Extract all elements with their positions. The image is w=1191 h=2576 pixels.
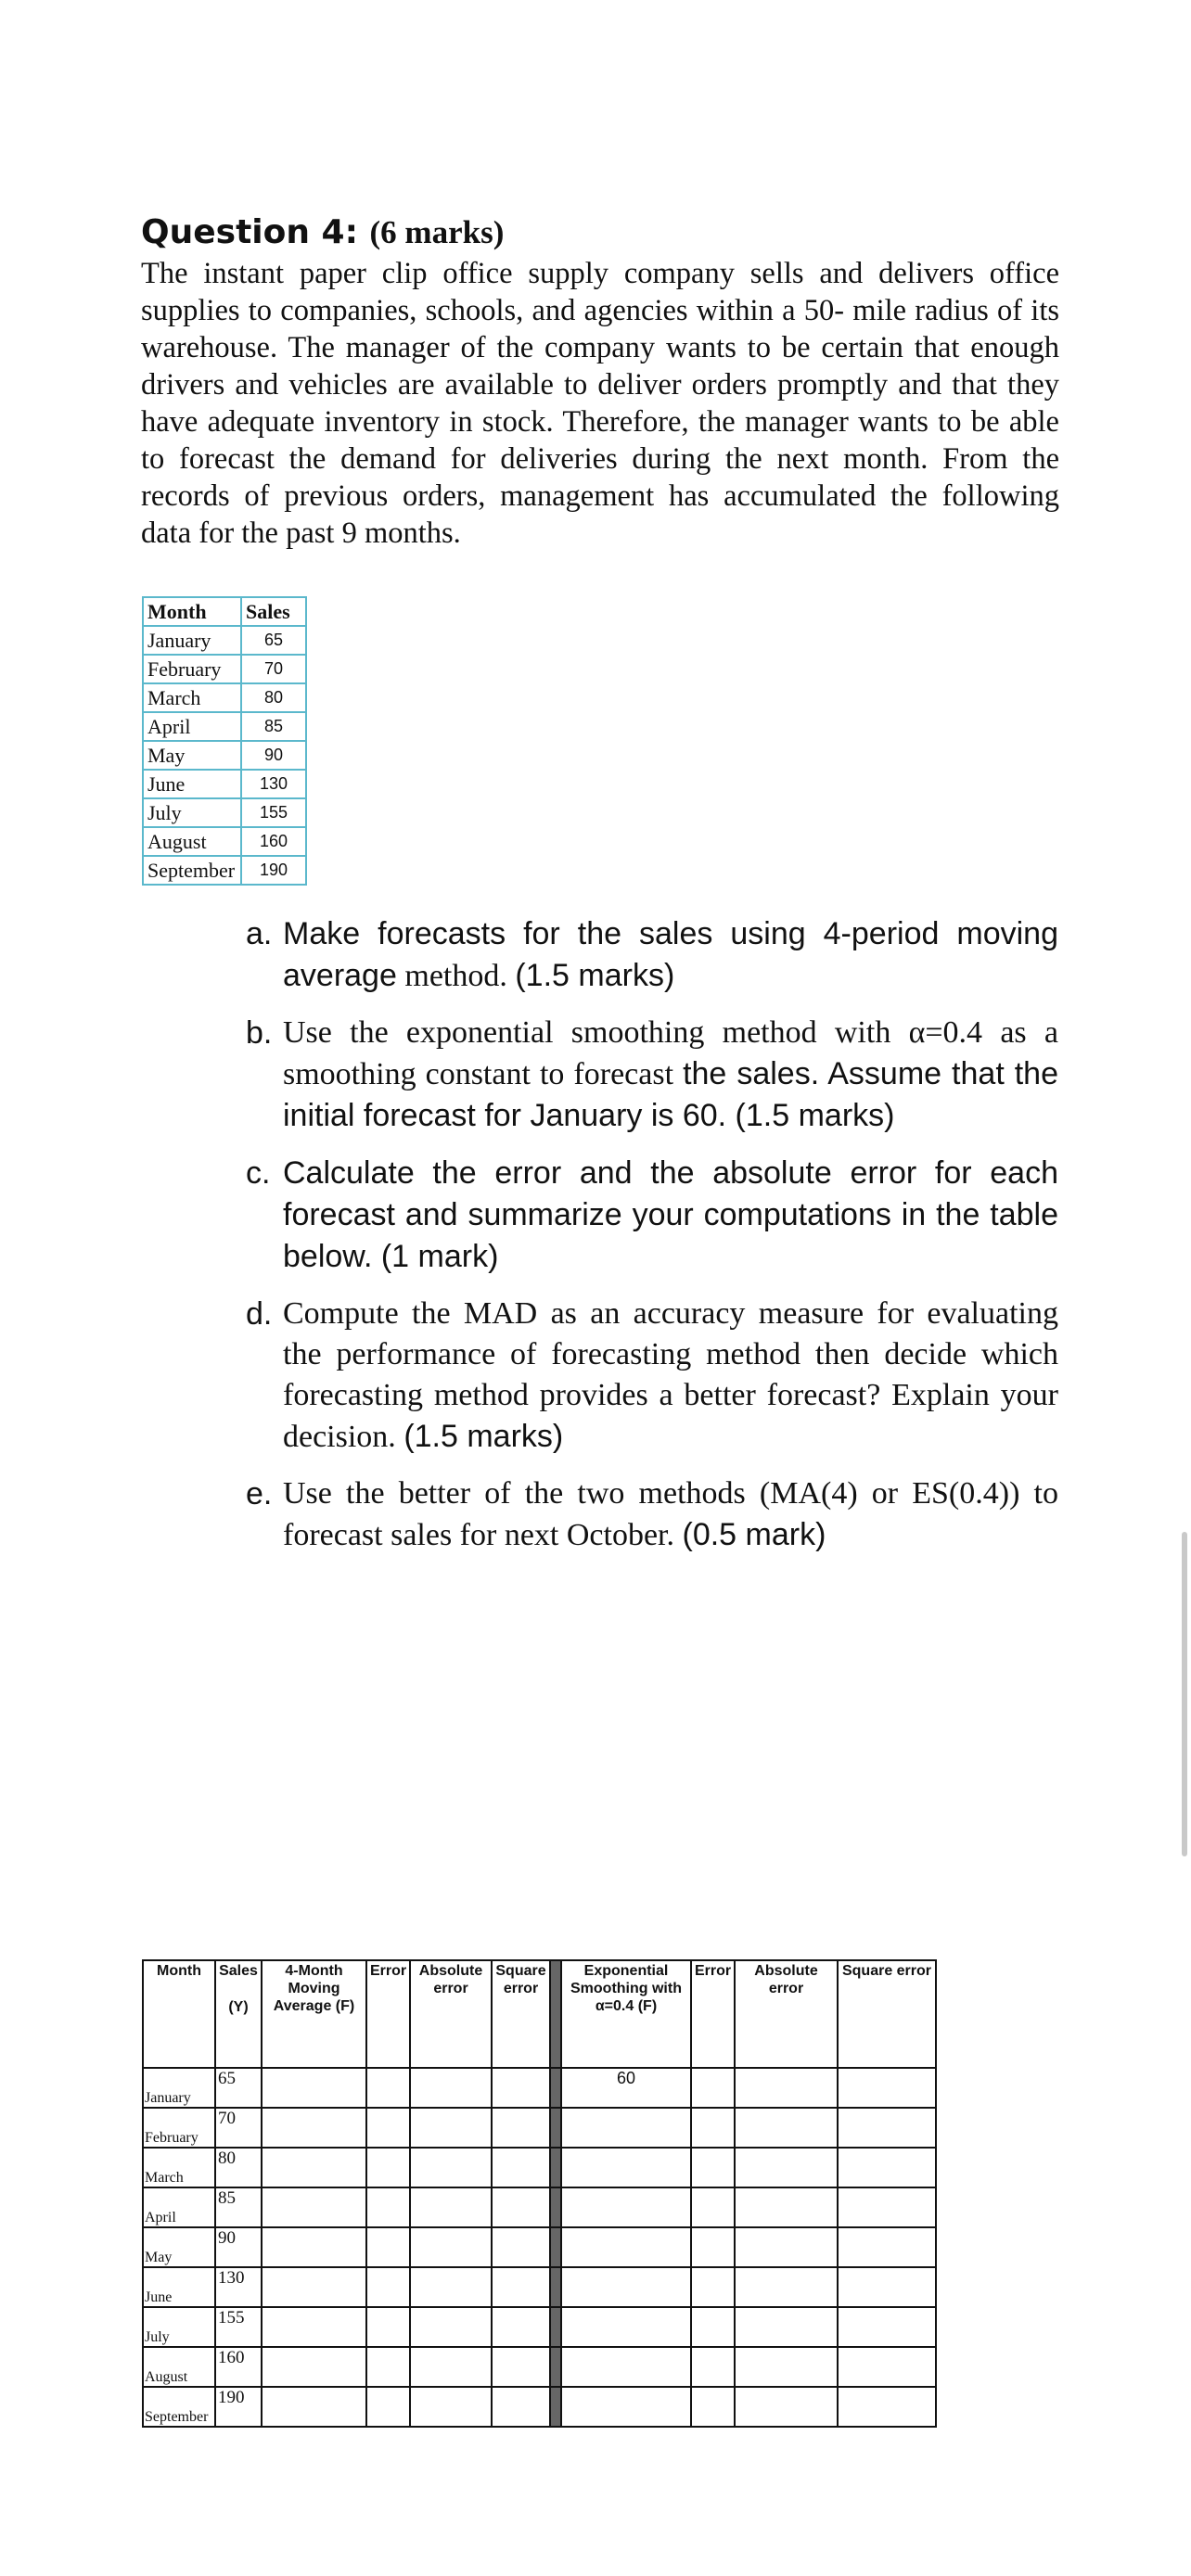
sales-table-header-sales: Sales [241, 597, 306, 626]
ma-absolute-error-cell[interactable] [410, 2267, 492, 2307]
es-forecast-cell[interactable] [561, 2347, 691, 2387]
column-divider [550, 2187, 561, 2227]
ma-error-cell[interactable] [366, 2227, 410, 2267]
ma-square-error-cell[interactable] [492, 2187, 550, 2227]
es-square-error-cell[interactable] [838, 2148, 936, 2187]
ma-square-error-cell[interactable] [492, 2307, 550, 2347]
ma-error-cell[interactable] [366, 2187, 410, 2227]
sales-cell: 155 [241, 798, 306, 827]
table-row [143, 2187, 936, 2227]
ma-absolute-error-cell[interactable] [410, 2108, 492, 2148]
part-b [246, 1013, 1058, 1137]
question-parts-list [246, 913, 1058, 1572]
month-cell: May [143, 741, 241, 770]
header-es-error: Error [691, 1960, 735, 2068]
es-square-error-cell[interactable] [838, 2267, 936, 2307]
part-e-marks: (0.5 mark) [682, 1517, 826, 1552]
month-cell: May [143, 2227, 215, 2267]
month-cell: September [143, 2387, 215, 2427]
forecast-worksheet-table [142, 1959, 937, 2428]
es-absolute-error-cell[interactable] [735, 2307, 838, 2347]
table-row [143, 856, 306, 885]
es-absolute-error-cell[interactable] [735, 2227, 838, 2267]
sales-cell: 65 [241, 626, 306, 655]
es-error-cell[interactable] [691, 2307, 735, 2347]
es-error-cell[interactable] [691, 2227, 735, 2267]
header-sales-label: Sales [219, 1963, 258, 1979]
ma-error-cell[interactable] [366, 2347, 410, 2387]
es-absolute-error-cell[interactable] [735, 2347, 838, 2387]
es-absolute-error-cell[interactable] [735, 2187, 838, 2227]
sales-cell: 80 [215, 2148, 262, 2187]
es-error-cell[interactable] [691, 2387, 735, 2427]
question-marks: (6 marks) [369, 214, 505, 250]
table-row [143, 655, 306, 683]
ma-error-cell[interactable] [366, 2267, 410, 2307]
part-c-text: Calculate the error and the absolute error for each forecast and summarize your computations in the table below. (1 mark) [283, 1155, 1058, 1274]
es-square-error-cell[interactable] [838, 2227, 936, 2267]
sales-cell: 155 [215, 2307, 262, 2347]
es-square-error-cell[interactable] [838, 2108, 936, 2148]
es-square-error-cell[interactable] [838, 2347, 936, 2387]
table-row [143, 712, 306, 741]
worksheet-body [143, 2068, 936, 2427]
month-cell: September [143, 856, 241, 885]
es-error-cell[interactable] [691, 2148, 735, 2187]
month-cell: March [143, 683, 241, 712]
table-row [143, 2068, 936, 2108]
month-cell: February [143, 655, 241, 683]
table-row [143, 798, 306, 827]
month-cell: August [143, 2347, 215, 2387]
worksheet-header-row [143, 1960, 936, 2068]
column-divider [550, 2148, 561, 2187]
es-square-error-cell[interactable] [838, 2387, 936, 2427]
es-error-cell[interactable] [691, 2347, 735, 2387]
es-forecast-cell[interactable] [561, 2267, 691, 2307]
es-forecast-cell[interactable]: 60 [561, 2068, 691, 2108]
part-e [246, 1473, 1058, 1556]
ma-square-error-cell[interactable] [492, 2068, 550, 2108]
table-row [143, 741, 306, 770]
sales-cell: 160 [215, 2347, 262, 2387]
sales-cell: 85 [241, 712, 306, 741]
ma-error-cell[interactable] [366, 2148, 410, 2187]
sales-cell: 90 [241, 741, 306, 770]
sales-table-header-month: Month [143, 597, 241, 626]
part-d [246, 1294, 1058, 1458]
moving-average-cell[interactable] [262, 2108, 366, 2148]
sales-cell: 90 [215, 2227, 262, 2267]
part-e-text: Use the better of the two methods (MA(4) or ES(0.4)) to forecast sales for next October. [283, 1476, 1058, 1552]
moving-average-cell[interactable] [262, 2227, 366, 2267]
es-absolute-error-cell[interactable] [735, 2387, 838, 2427]
column-divider [550, 2347, 561, 2387]
part-a-text: Make forecasts for the sales using 4-period moving average [283, 916, 1058, 993]
vertical-scrollbar[interactable] [1182, 1532, 1187, 1856]
sales-cell: 130 [215, 2267, 262, 2307]
es-absolute-error-cell[interactable] [735, 2068, 838, 2108]
es-forecast-cell[interactable] [561, 2307, 691, 2347]
table-row [143, 770, 306, 798]
column-divider [550, 2108, 561, 2148]
table-row [143, 2148, 936, 2187]
sales-data-table [142, 596, 307, 886]
table-row [143, 683, 306, 712]
column-divider [550, 2387, 561, 2427]
moving-average-cell[interactable] [262, 2387, 366, 2427]
table-row [143, 2108, 936, 2148]
es-forecast-cell[interactable] [561, 2148, 691, 2187]
table-row [143, 626, 306, 655]
sales-cell: 190 [215, 2387, 262, 2427]
month-cell: August [143, 827, 241, 856]
sales-cell: 80 [241, 683, 306, 712]
es-absolute-error-cell[interactable] [735, 2148, 838, 2187]
header-month: Month [143, 1960, 215, 2068]
part-d-marks: (1.5 marks) [403, 1419, 564, 1454]
table-row [143, 2387, 936, 2427]
header-sales [215, 1960, 262, 2068]
ma-absolute-error-cell[interactable] [410, 2227, 492, 2267]
sales-cell: 65 [215, 2068, 262, 2108]
part-b-text: Use the exponential smoothing method with α=0.4 as a smoothing constant to forecast [283, 1015, 1058, 1091]
part-a [246, 913, 1058, 997]
part-b-text-assume: the sales. Assume that the initial forecast for January is 60. (1.5 marks) [283, 1056, 1059, 1133]
ma-error-cell[interactable] [366, 2108, 410, 2148]
table-row [143, 2347, 936, 2387]
ma-error-cell[interactable] [366, 2307, 410, 2347]
header-sales-unit: (Y) [228, 1999, 249, 2015]
month-cell: April [143, 712, 241, 741]
es-error-cell[interactable] [691, 2267, 735, 2307]
header-moving-average: 4-Month Moving Average (F) [262, 1960, 366, 2068]
moving-average-cell[interactable] [262, 2347, 366, 2387]
sales-cell: 190 [241, 856, 306, 885]
ma-absolute-error-cell[interactable] [410, 2347, 492, 2387]
sales-cell: 70 [215, 2108, 262, 2148]
es-absolute-error-cell[interactable] [735, 2267, 838, 2307]
es-error-cell[interactable] [691, 2187, 735, 2227]
column-divider [550, 2227, 561, 2267]
es-error-cell[interactable] [691, 2108, 735, 2148]
part-letter: a. [246, 916, 273, 951]
ma-square-error-cell[interactable] [492, 2108, 550, 2148]
moving-average-cell[interactable] [262, 2187, 366, 2227]
moving-average-cell[interactable] [262, 2267, 366, 2307]
question-intro: The instant paper clip office supply company sells and delivers office supplies to companies, schools, and agencies within a 50- mile radius of its warehouse. The manager of the company wants to be certain that enough drivers and vehicles are available to deliver orders promptly and that they have adequate inventory in stock. Therefore, the manager wants to be able to forecast the demand for deliveries during the next month. From the records of previous orders, management has accumulated the following data for the past 9 months. [141, 257, 1059, 550]
ma-error-cell[interactable] [366, 2387, 410, 2427]
ma-square-error-cell[interactable] [492, 2227, 550, 2267]
header-es-square-error: Square error [838, 1960, 936, 2068]
part-letter: c. [246, 1155, 271, 1191]
month-cell: July [143, 2307, 215, 2347]
table-row [143, 827, 306, 856]
month-cell: June [143, 770, 241, 798]
column-divider [550, 2068, 561, 2108]
header-ma-square-error: Square error [492, 1960, 550, 2068]
table-row [143, 2227, 936, 2267]
header-ma-error: Error [366, 1960, 410, 2068]
month-cell: April [143, 2187, 215, 2227]
es-absolute-error-cell[interactable] [735, 2108, 838, 2148]
sales-cell: 160 [241, 827, 306, 856]
table-row [143, 2267, 936, 2307]
ma-absolute-error-cell[interactable] [410, 2068, 492, 2108]
sales-table-header [143, 597, 306, 626]
es-square-error-cell[interactable] [838, 2068, 936, 2108]
header-ma-absolute-error: Absolute error [410, 1960, 492, 2068]
sales-cell: 70 [241, 655, 306, 683]
part-d-text: Compute the MAD as an accuracy measure for evaluating the performance of forecasting method then decide which forecasting method provides a better forecast? Explain your decision. [283, 1296, 1058, 1454]
ma-square-error-cell[interactable] [492, 2148, 550, 2187]
moving-average-cell[interactable] [262, 2148, 366, 2187]
ma-absolute-error-cell[interactable] [410, 2307, 492, 2347]
part-a-text-method: method. [404, 959, 507, 993]
es-forecast-cell[interactable] [561, 2187, 691, 2227]
es-forecast-cell[interactable] [561, 2227, 691, 2267]
part-letter: b. [246, 1015, 273, 1051]
column-divider [550, 1960, 561, 2068]
es-forecast-cell[interactable] [561, 2387, 691, 2427]
column-divider [550, 2307, 561, 2347]
month-cell: July [143, 798, 241, 827]
part-letter: e. [246, 1476, 273, 1511]
column-divider [550, 2267, 561, 2307]
ma-absolute-error-cell[interactable] [410, 2187, 492, 2227]
moving-average-cell[interactable] [262, 2307, 366, 2347]
header-es-absolute-error: Absolute error [735, 1960, 838, 2068]
es-error-cell[interactable] [691, 2068, 735, 2108]
sales-cell: 130 [241, 770, 306, 798]
es-square-error-cell[interactable] [838, 2307, 936, 2347]
month-cell: March [143, 2148, 215, 2187]
part-c [246, 1153, 1058, 1278]
sales-cell: 85 [215, 2187, 262, 2227]
es-forecast-cell[interactable] [561, 2108, 691, 2148]
ma-square-error-cell[interactable] [492, 2347, 550, 2387]
question-title: Question 4: [141, 213, 358, 251]
table-row [143, 2307, 936, 2347]
header-exponential-smoothing: Exponential Smoothing with α=0.4 (F) [561, 1960, 691, 2068]
month-cell: January [143, 2068, 215, 2108]
ma-absolute-error-cell[interactable] [410, 2148, 492, 2187]
month-cell: February [143, 2108, 215, 2148]
part-a-marks: (1.5 marks) [515, 958, 675, 993]
moving-average-cell[interactable] [262, 2068, 366, 2108]
ma-square-error-cell[interactable] [492, 2267, 550, 2307]
month-cell: January [143, 626, 241, 655]
ma-square-error-cell[interactable] [492, 2387, 550, 2427]
ma-absolute-error-cell[interactable] [410, 2387, 492, 2427]
ma-error-cell[interactable] [366, 2068, 410, 2108]
question-heading [141, 213, 504, 251]
part-letter: d. [246, 1296, 273, 1332]
es-square-error-cell[interactable] [838, 2187, 936, 2227]
month-cell: June [143, 2267, 215, 2307]
